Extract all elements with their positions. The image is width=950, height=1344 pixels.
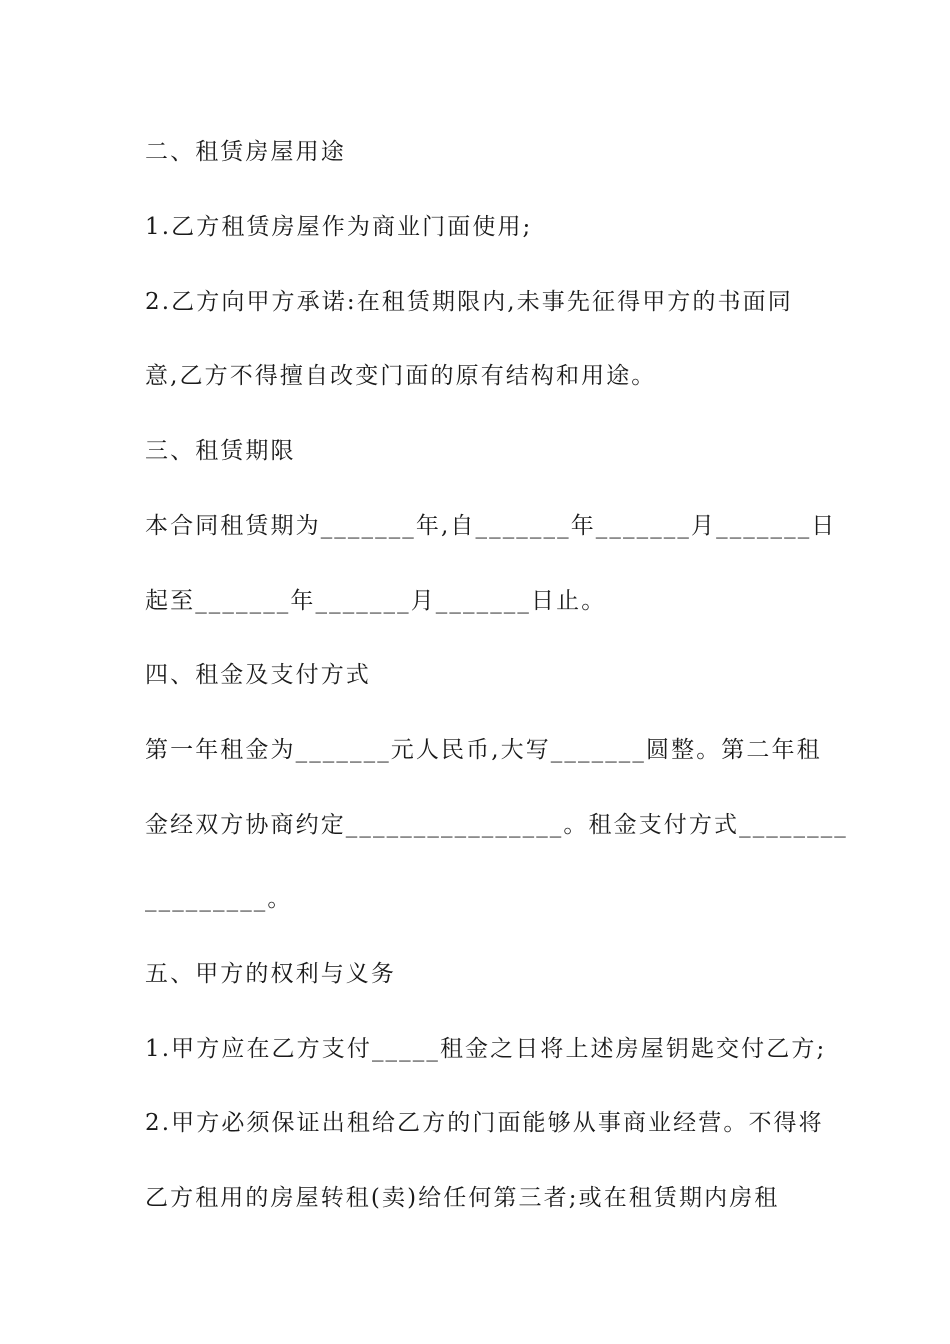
rent-line-3: _________。: [145, 886, 293, 912]
clause-usage-2-line-1: 2.乙方向甲方承诺:在租赁期限内,未事先征得甲方的书面同: [145, 289, 793, 315]
heading-usage: 二、租赁房屋用途: [145, 139, 346, 165]
party-a-clause-2-line-2: 乙方租用的房屋转租(卖)给任何第三者;或在租赁期内房租: [145, 1185, 780, 1211]
party-a-clause-1: 1.甲方应在乙方支付_____租金之日将上述房屋钥匙交付乙方;: [145, 1036, 827, 1062]
term-line-1: 本合同租赁期为_______年,自_______年_______月_______日: [145, 513, 837, 539]
clause-usage-2-line-2: 意,乙方不得擅自改变门面的原有结构和用途。: [145, 363, 657, 389]
heading-party-a: 五、甲方的权利与义务: [145, 961, 396, 987]
heading-term: 三、租赁期限: [145, 438, 296, 464]
party-a-clause-2-line-1: 2.甲方必须保证出租给乙方的门面能够从事商业经营。不得将: [145, 1110, 824, 1136]
term-line-2: 起至_______年_______月_______日止。: [145, 588, 607, 614]
heading-rent: 四、租金及支付方式: [145, 662, 371, 688]
rent-line-2: 金经双方协商约定________________。租金支付方式________: [145, 812, 848, 838]
clause-usage-1: 1.乙方租赁房屋作为商业门面使用;: [145, 214, 533, 240]
rent-line-1: 第一年租金为_______元人民币,大写_______圆整。第二年租: [145, 737, 822, 763]
